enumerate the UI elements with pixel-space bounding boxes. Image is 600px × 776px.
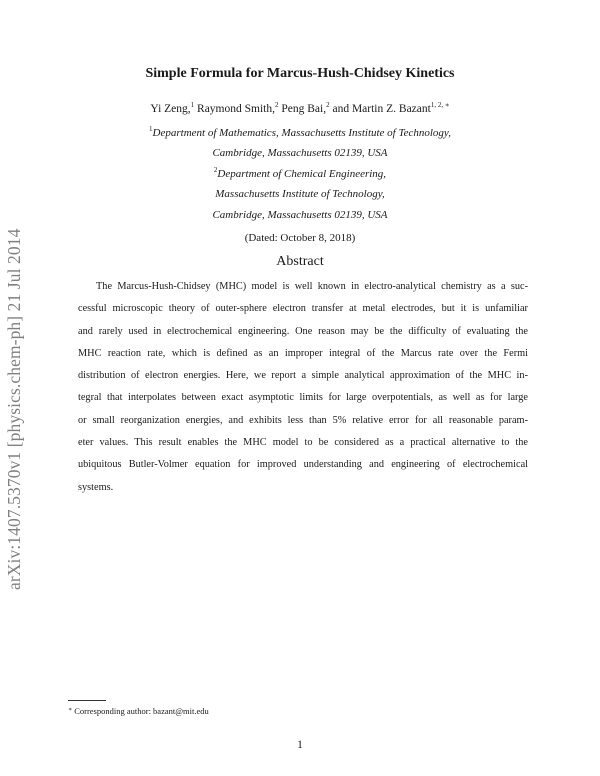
affiliation-2-line-3: Cambridge, Massachusetts 02139, USA	[212, 209, 388, 221]
abstract-line: tegral that interpolates between exact asymptotic limits for large overpotentials, as well as for large	[78, 392, 528, 404]
abstract-line: eter values. This result enables the MHC model to be considered as a practical alternative to the	[78, 437, 528, 449]
author-affiliation-mark: 2	[326, 101, 330, 109]
affiliation-1-line-1	[0, 125, 600, 139]
author-list	[0, 101, 600, 115]
abstract-line: cessful microscopic theory of outer-sphere electron transfer at metal electrodes, but it is unfamiliar	[78, 303, 528, 315]
author-name: Peng Bai,	[281, 103, 327, 115]
abstract-line: systems.	[78, 481, 114, 493]
author-name: Raymond Smith,	[197, 103, 275, 115]
abstract-body	[78, 276, 528, 499]
abstract-heading: Abstract	[276, 254, 324, 269]
arxiv-stamp: arXiv:1407.5370v1 [physics.chem-ph] 21 Jul 2014	[4, 228, 24, 590]
affiliation-text: Department of Chemical Engineering,	[217, 168, 387, 180]
affiliation-2-line-2: Massachusetts Institute of Technology,	[215, 188, 385, 200]
footnote	[68, 706, 209, 716]
affiliation-1-line-2: Cambridge, Massachusetts 02139, USA	[212, 147, 388, 159]
footnote-mark: ∗	[68, 707, 73, 713]
footnote-divider	[68, 700, 106, 701]
page-number: 1	[297, 739, 303, 751]
abstract-line: The Marcus-Hush-Chidsey (MHC) model is well known in electro-analytical chemistry as a suc-	[96, 281, 528, 292]
affiliation-mark: 2	[213, 166, 218, 174]
paper-title: Simple Formula for Marcus-Hush-Chidsey Kinetics	[145, 66, 455, 81]
footnote-text: Corresponding author: bazant@mit.edu	[74, 706, 209, 716]
abstract-line: or small reorganization energies, and exhibits less than 5% relative error for all reasonable param-	[78, 414, 528, 426]
abstract-line: and rarely used in electrochemical engineering. One reason may be the difficulty of evaluating the	[78, 325, 528, 337]
author-name: Yi Zeng,	[150, 103, 191, 115]
abstract-line: ubiquitous Butler-Volmer equation for improved understanding and engineering of electrochemical	[78, 459, 528, 471]
dated-line: (Dated: October 8, 2018)	[244, 232, 356, 244]
abstract-line: MHC reaction rate, which is defined as an improper integral of the Marcus rate over the Fermi	[78, 347, 528, 359]
affiliation-mark: 1	[149, 125, 153, 133]
author-affiliation-mark: 1, 2, ∗	[430, 101, 450, 109]
author-affiliation-mark: 2	[274, 101, 279, 109]
affiliation-text: Department of Mathematics, Massachusetts Institute of Technology,	[152, 127, 451, 139]
affiliation-2-line-1	[0, 166, 600, 180]
author-name: and Martin Z. Bazant	[332, 103, 431, 115]
author-affiliation-mark: 1	[190, 101, 195, 109]
abstract-line: distribution of electron energies. Here, we report a simple analytical approximation of the MHC in-	[78, 370, 528, 382]
